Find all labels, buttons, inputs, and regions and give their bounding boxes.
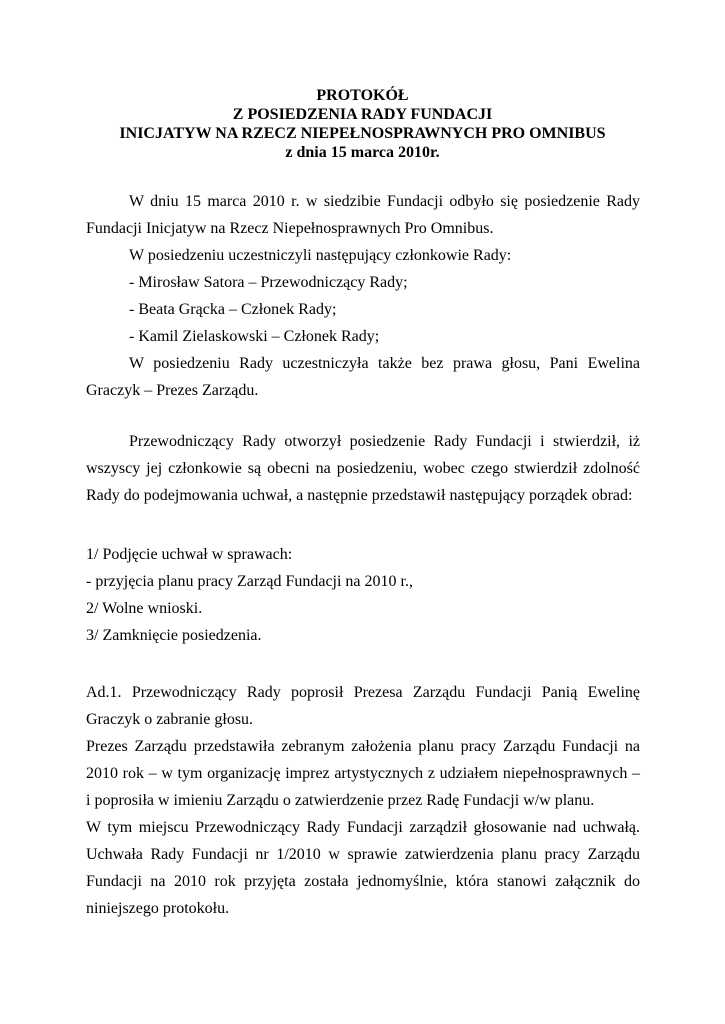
opening-line: Rady do podejmowania uchwał, a następnie przedstawił następujący porządek obrad: bbox=[86, 487, 633, 504]
document-date: z dnia 15 marca 2010r. bbox=[285, 144, 440, 161]
intro-line: W dniu 15 marca 2010 r. w siedzibie Fundacji odbyło się posiedzenie Rady bbox=[129, 193, 640, 210]
intro-line: Graczyk – Prezes Zarządu. bbox=[86, 382, 259, 399]
ad1-line: W tym miejscu Przewodniczący Rady Fundacji zarządził głosowanie nad uchwałą. bbox=[86, 819, 640, 836]
ad1-line: Ad.1. Przewodniczący Rady poprosił Prezesa Zarządu Fundacji Panią Ewelinę bbox=[86, 684, 640, 701]
ad1-line: Graczyk o zabranie głosu. bbox=[86, 711, 254, 728]
document-subtitle: Z POSIEDZENIA RADY FUNDACJI bbox=[232, 106, 493, 123]
intro-line: W posiedzeniu Rady uczestniczyła także bez prawa głosu, Pani Ewelina bbox=[129, 355, 640, 372]
intro-line: Fundacji Inicjatyw na Rzecz Niepełnosprawnych Pro Omnibus. bbox=[86, 220, 494, 237]
opening-line: wszyscy jej członkowie są obecni na posiedzeniu, wobec czego stwierdził zdolność bbox=[86, 460, 640, 477]
foundation-name: INICJATYW NA RZECZ NIEPEŁNOSPRAWNYCH PRO OMNIBUS bbox=[119, 125, 606, 142]
agenda-item: 2/ Wolne wnioski. bbox=[86, 600, 203, 617]
member-item: - Mirosław Satora – Przewodniczący Rady; bbox=[129, 274, 408, 291]
agenda-item: 1/ Podjęcie uchwał w sprawach: bbox=[86, 546, 293, 563]
document-title: PROTOKÓŁ bbox=[316, 87, 409, 104]
agenda-item: - przyjęcia planu pracy Zarząd Fundacji na 2010 r., bbox=[86, 573, 413, 590]
member-item: - Kamil Zielaskowski – Członek Rady; bbox=[129, 328, 380, 345]
ad1-line: Uchwała Rady Fundacji nr 1/2010 w sprawie zatwierdzenia planu pracy Zarządu bbox=[86, 846, 640, 863]
intro-line: W posiedzeniu uczestniczyli następujący członkowie Rady: bbox=[129, 247, 512, 264]
member-item: - Beata Grącka – Członek Rady; bbox=[129, 301, 337, 318]
ad1-line: i poprosiła w imieniu Zarządu o zatwierdzenie przez Radę Fundacji w/w planu. bbox=[86, 792, 595, 809]
ad1-line: Prezes Zarządu przedstawiła zebranym założenia planu pracy Zarządu Fundacji na bbox=[86, 738, 640, 755]
ad1-line: Fundacji na 2010 rok przyjęta została jednomyślnie, która stanowi załącznik do bbox=[86, 873, 640, 890]
ad1-line: niniejszego protokołu. bbox=[86, 900, 230, 917]
opening-line: Przewodniczący Rady otworzył posiedzenie Rady Fundacji i stwierdził, iż bbox=[129, 433, 640, 450]
ad1-line: 2010 rok – w tym organizację imprez artystycznych z udziałem niepełnosprawnych – bbox=[86, 765, 640, 782]
agenda-item: 3/ Zamknięcie posiedzenia. bbox=[86, 627, 262, 644]
